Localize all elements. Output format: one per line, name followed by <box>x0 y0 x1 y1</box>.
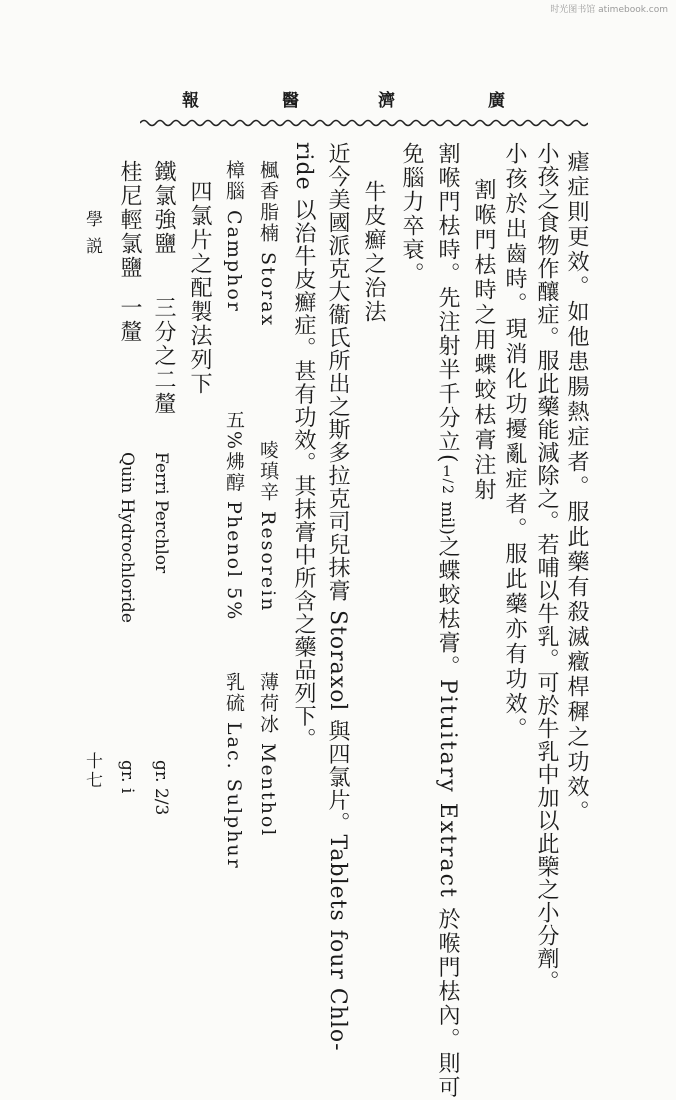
ingredient-sulphur: 乳硫 Lac. Sulphur <box>223 672 245 870</box>
text-line-2: 小孩之食物作釀症。服此藥能減除之。若哺以牛乳。可於牛乳中加以此㯺之小分劑。 <box>534 142 559 993</box>
formula-quinine-cn: 桂尼輕氯鹽 <box>117 160 142 280</box>
text-line-8: 近今美國派克大衞氏所出之斯多拉克司兒抹膏 Storaxol 與四氯片。Tablets four Chlo- <box>325 142 350 1052</box>
text-line-5 <box>436 142 458 1100</box>
grain-label-1: gr. <box>151 760 171 788</box>
fraction-numerator: 1 <box>442 464 452 479</box>
formula-quinine-dose-cn: 一釐 <box>117 296 142 344</box>
grain-num: 2 <box>151 787 171 799</box>
formula-ferri-grain: gr. 2/3 <box>151 760 171 816</box>
text-line-6: 免腦力卒衰。 <box>399 142 424 286</box>
header-wavy-rule <box>140 118 588 128</box>
subheading-psoriasis: 牛皮癬之治法 <box>361 180 386 324</box>
formula-ferri-latin: Ferri Perchlor <box>151 452 171 574</box>
ingredient-phenol: 五%炥醇 Phenol 5% <box>223 410 245 622</box>
formula-ferri-dose-cn: 三分之二釐 <box>151 296 176 416</box>
ingredient-menthol: 薄荷冰 Menthol <box>257 672 279 838</box>
formula-ferri-cn: 鐵氯強鹽 <box>151 160 176 256</box>
fraction-paren: ( <box>435 454 460 465</box>
text-line-5-part-1: 割喉門㭕時。先注射半千分立 <box>435 142 460 454</box>
fraction-denominator: 2 <box>439 484 455 496</box>
header-char-2: 濟 <box>378 91 395 111</box>
subheading-tablets: 四氯片之配製法列下 <box>187 180 212 396</box>
text-line-5-part-2: 之蝶蛟㭕膏。Pituitary Extract 於喉門㭕內。則可 <box>435 534 460 1100</box>
header-char-4: 報 <box>182 91 199 111</box>
fraction-unit: mil) <box>437 495 457 535</box>
ingredient-storax: 楓香脂楠 Storax <box>257 160 279 328</box>
fraction-slash: / <box>440 478 455 485</box>
formula-quinine-latin: Quin Hydrochloride <box>117 452 137 623</box>
formula-quinine-grain: gr. i <box>117 760 137 794</box>
header-char-3: 醫 <box>282 91 299 111</box>
header-char-1: 廣 <box>488 91 505 111</box>
ingredient-camphor: 樟腦 Camphor <box>223 160 245 313</box>
text-line-9: ride 以治牛皮癬症。甚有功效。其抹膏中所含之藥品列下。 <box>291 142 316 751</box>
subheading-injection: 割喉門㭕時之用蝶蛟㭕膏注射 <box>471 178 496 503</box>
ingredient-resorcin: 㖫瑱辛 Resorein <box>257 440 279 613</box>
watermark: 时光图书馆 atimebook.com <box>550 5 668 15</box>
grain-den: 3 <box>151 804 171 816</box>
footer-section: 學説 <box>82 210 102 264</box>
page-number: 十七 <box>82 752 102 790</box>
text-line-3: 小孩於出齒時。現消化功擾亂症者。服此藥亦有功效。 <box>502 142 527 742</box>
text-line-1: 瘧症則更效。如他患腸熱症者。服此藥有殺滅癥桿穉之功效。 <box>564 150 589 825</box>
